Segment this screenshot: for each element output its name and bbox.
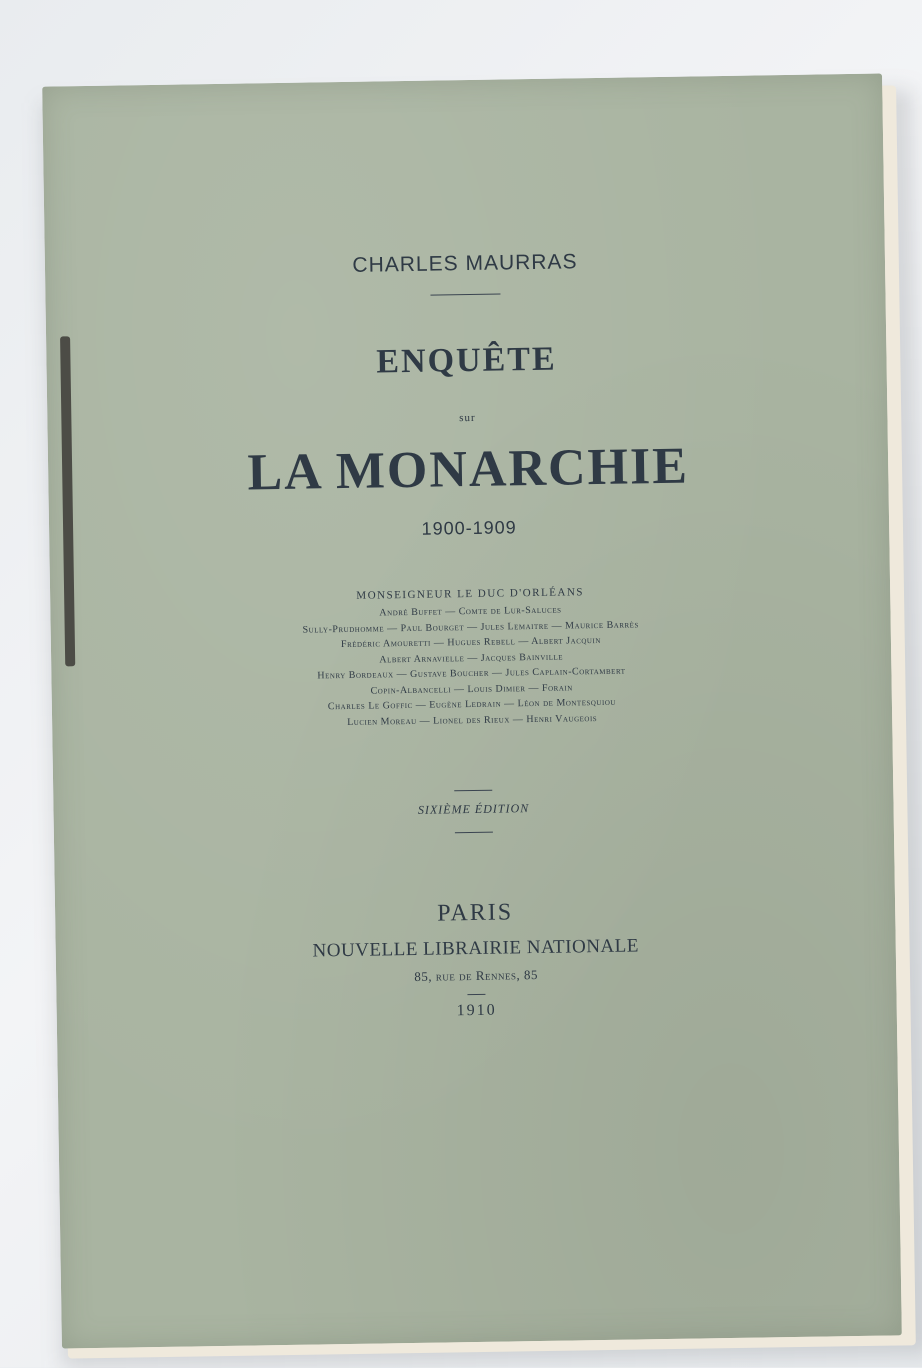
publication-year: 1910 — [456, 1001, 497, 1020]
divider-rule — [454, 790, 492, 792]
contributors-heading: MONSEIGNEUR LE DUC D'ORLÉANS — [356, 586, 585, 602]
contributor-line: Lucien Moreau — Lionel des Rieux — Henri Vaugeois — [347, 712, 598, 728]
divider-rule — [430, 294, 500, 296]
contributor-line: Sully-Prudhomme — Paul Bourget — Jules Lemaitre — Maurice Barrès — [302, 618, 639, 636]
publisher-address: 85, rue de Rennes, 85 — [414, 966, 539, 984]
edition-label: SIXIÈME ÉDITION — [417, 801, 530, 817]
contributor-line: Henry Bordeaux — Gustave Boucher — Jules Caplain-Cortambert — [317, 665, 626, 682]
author-name: CHARLES MAURRAS — [352, 250, 578, 277]
contributor-line: Frédéric Amouretti — Hugues Rebell — Albert Jacquin — [340, 634, 601, 651]
contributors-list — [50, 581, 892, 734]
contributor-line: Charles Le Goffic — Eugène Ledrain — Léon de Montesquiou — [327, 696, 616, 713]
publication-city: PARIS — [437, 899, 514, 927]
contributor-line: Albert Arnavielle — Jacques Bainville — [379, 651, 564, 665]
book-cover — [42, 73, 902, 1348]
contributor-line: Copin-Albancelli — Louis Dimier — Forain — [370, 681, 573, 697]
title-line-2: LA MONARCHIE — [247, 437, 690, 502]
publisher-name: NOUVELLE LIBRAIRIE NATIONALE — [312, 935, 640, 962]
years-range: 1900-1909 — [421, 517, 517, 539]
divider-rule — [467, 994, 485, 995]
contributor-line: André Buffet — Comte de Lur-Saluces — [379, 604, 562, 619]
title-line-1: ENQUÊTE — [376, 340, 557, 381]
divider-rule — [455, 832, 493, 834]
title-connector: sur — [459, 411, 476, 425]
